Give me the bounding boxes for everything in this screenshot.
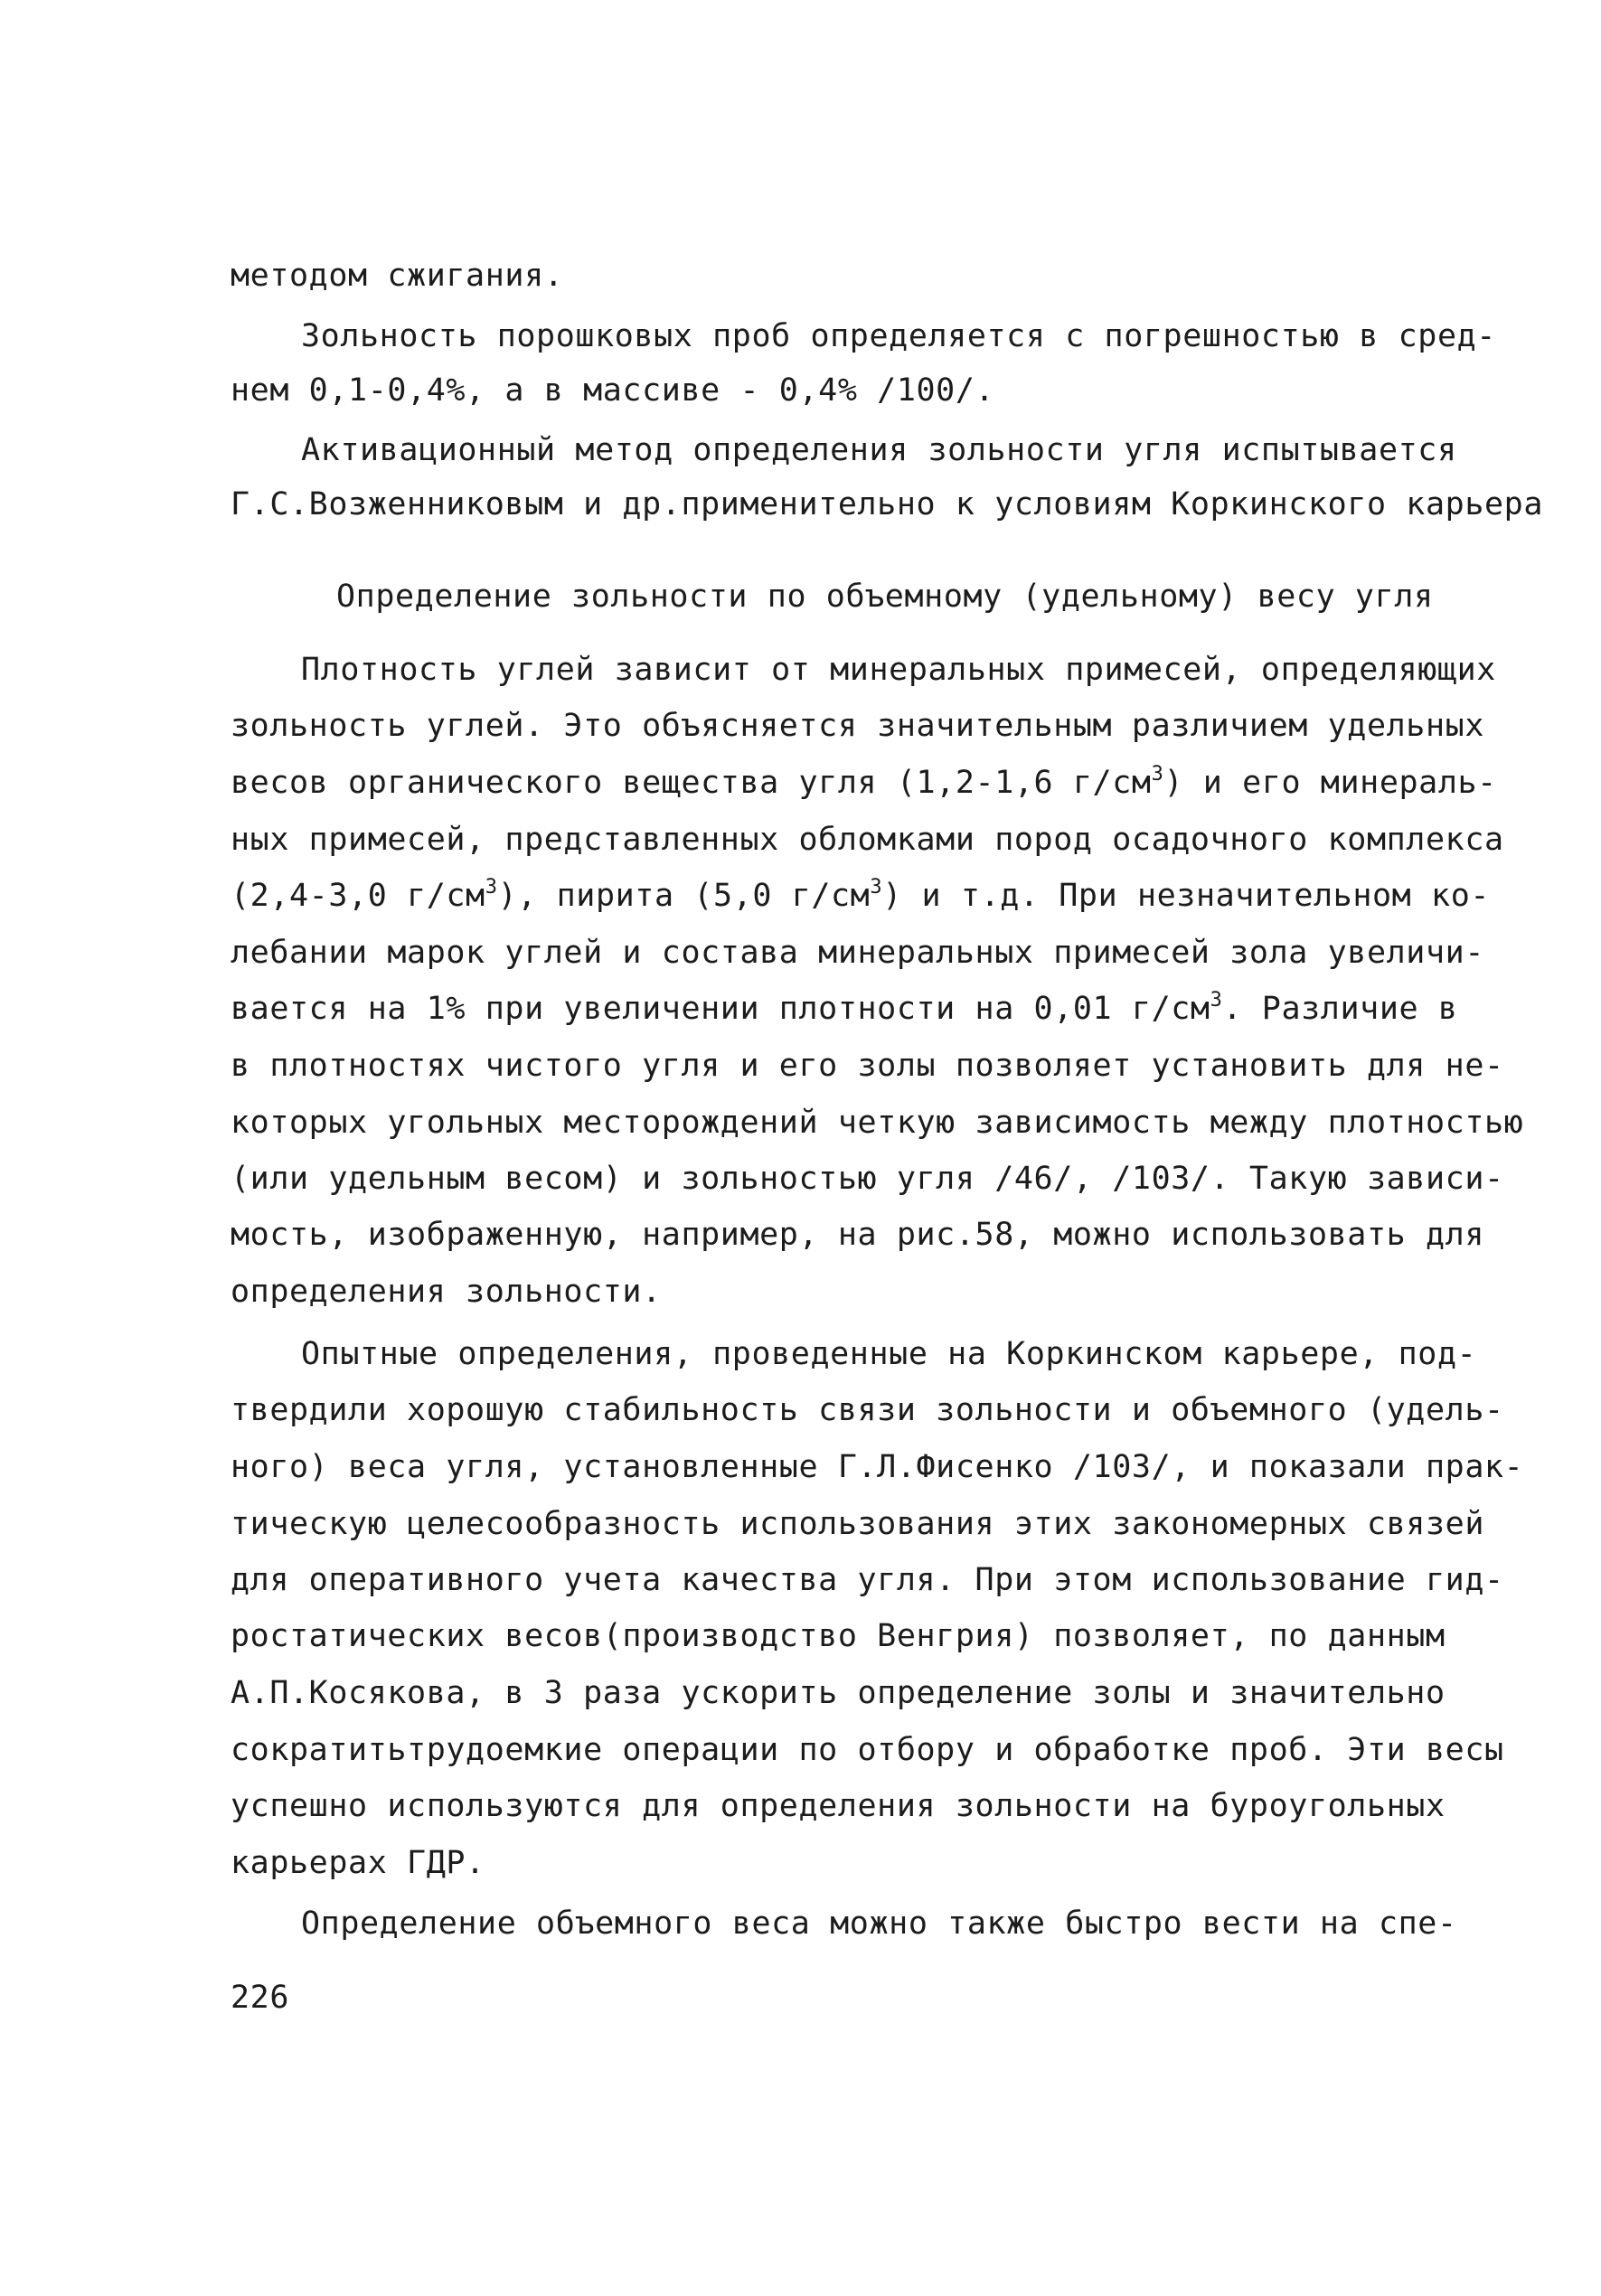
text-fragment: весов органического вещества угля (1,2-1,6 г/см xyxy=(231,765,1152,801)
text-fragment: ), пирита (5,0 г/см xyxy=(497,878,871,914)
text-fragment: (2,4-3,0 г/см xyxy=(231,878,485,914)
superscript: 3 xyxy=(1210,989,1223,1012)
superscript: 3 xyxy=(485,876,498,899)
text-line: в плотностях чистого угля и его золы позволяет установить для не- xyxy=(231,1048,1504,1084)
text-line: лебании марок углей и состава минеральных примесей зола увеличи- xyxy=(231,935,1484,971)
text-fragment: ) и т.д. При незначительном ко- xyxy=(882,878,1491,914)
text-line: ростатических весов(производство Венгрия) позволяет, по данным xyxy=(231,1618,1446,1654)
text-line: (или удельным весом) и зольностью угля /46/, /103/. Такую зависи- xyxy=(231,1161,1504,1197)
text-line: которых угольных месторождений четкую зависимость между плотностью xyxy=(231,1105,1524,1141)
text-line xyxy=(231,878,1490,914)
text-line: карьерах ГДР. xyxy=(231,1845,485,1881)
text-line xyxy=(231,991,1458,1027)
page-number: 226 xyxy=(231,1980,290,2016)
text-fragment: ) и его минераль- xyxy=(1163,765,1497,801)
text-line: твердили хорошую стабильность связи зольности и объемного (удель- xyxy=(231,1392,1504,1428)
text-line: нем 0,1-0,4%, а в массиве - 0,4% /100/. xyxy=(231,372,995,409)
text-line: для оперативного учета качества угля. При этом использование гид- xyxy=(231,1562,1504,1598)
text-line: сократитьтрудоемкие операции по отбору и обработке проб. Эти весы xyxy=(231,1732,1504,1768)
text-line: Плотность углей зависит от минеральных примесей, определяющих xyxy=(301,652,1496,688)
text-line: зольность углей. Это объясняется значительным различием удельных xyxy=(231,708,1484,744)
text-line: Г.С.Возженниковым и др.применительно к условиям Коркинского карьера xyxy=(231,486,1544,522)
text-fragment: . Различие в xyxy=(1222,991,1458,1027)
superscript: 3 xyxy=(1151,763,1164,786)
text-line xyxy=(231,765,1497,801)
text-line: ного) веса угля, установленные Г.Л.Фисенко /103/, и показали прак- xyxy=(231,1449,1524,1485)
text-line: определения зольности. xyxy=(231,1274,662,1310)
text-line: ных примесей, представленных обломками пород осадочного комплекса xyxy=(231,822,1504,858)
text-line: А.П.Косякова, в 3 раза ускорить определение золы и значительно xyxy=(231,1675,1446,1711)
text-line: Опытные определения, проведенные на Коркинском карьере, под- xyxy=(301,1336,1477,1372)
text-line: Активационный метод определения зольности угля испытывается xyxy=(301,432,1457,468)
section-heading: Определение зольности по объемному (удельному) весу угля xyxy=(336,579,1434,615)
text-fragment: вается на 1% при увеличении плотности на 0,01 г/см xyxy=(231,991,1210,1027)
text-line: Зольность порошковых проб определяется с погрешностью в сред- xyxy=(301,318,1496,354)
text-line: мость, изображенную, например, на рис.58, можно использовать для xyxy=(231,1217,1484,1253)
superscript: 3 xyxy=(870,876,883,899)
text-line: успешно используются для определения зольности на буроугольных xyxy=(231,1788,1446,1824)
text-line: методом сжигания. xyxy=(231,258,564,294)
text-line: Определение объемного веса можно также быстро вести на спе- xyxy=(301,1905,1457,1942)
text-line: тическую целесообразность использования этих закономерных связей xyxy=(231,1506,1484,1542)
